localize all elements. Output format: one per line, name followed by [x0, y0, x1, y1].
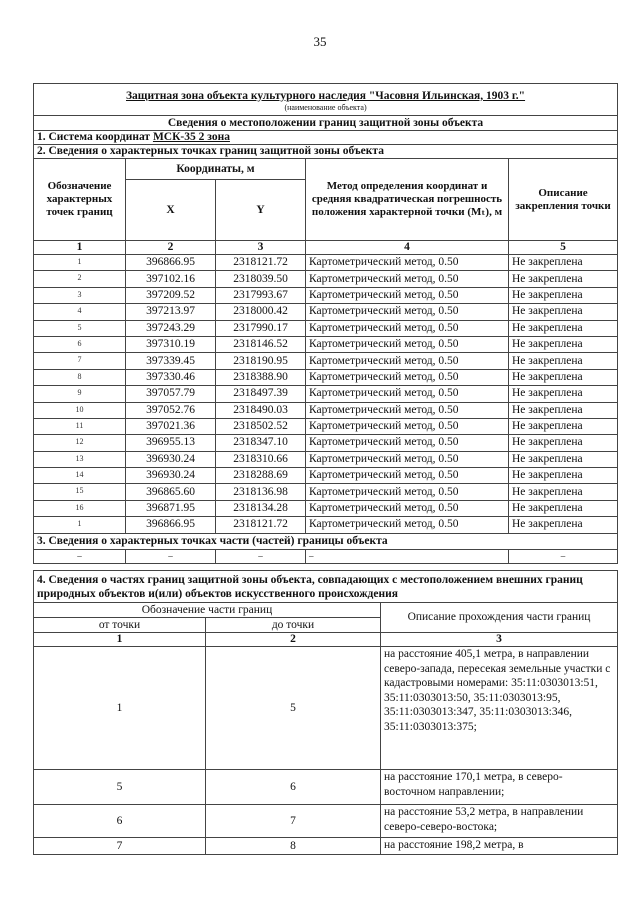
to-point: 7 — [206, 805, 381, 838]
header-to: до точки — [206, 618, 381, 633]
coord-x: 396866.95 — [126, 255, 216, 271]
method: Картометрический метод, 0.50 — [306, 386, 509, 402]
point-id: 9 — [34, 386, 126, 402]
coord-y: 2318490.03 — [216, 402, 306, 418]
coord-y: 2317990.17 — [216, 320, 306, 336]
section-1 — [34, 131, 618, 145]
to-point: 6 — [206, 770, 381, 805]
part-description: на расстояние 170,1 метра, в северо-восточном направлении; — [381, 770, 618, 805]
coord-y: 2318134.28 — [216, 500, 306, 516]
to-point: 8 — [206, 838, 381, 855]
coord-x: 397213.97 — [126, 304, 216, 320]
point-id: 7 — [34, 353, 126, 369]
column-number: 5 — [509, 241, 618, 255]
section-3: 3. Сведения о характерных точках части (частей) границы объекта — [34, 533, 618, 549]
column-number: 3 — [381, 633, 618, 647]
fixing: Не закреплена — [509, 320, 618, 336]
method: Картометрический метод, 0.50 — [306, 287, 509, 303]
fixing: Не закреплена — [509, 271, 618, 287]
coord-y: 2318121.72 — [216, 517, 306, 533]
coord-x: 397310.19 — [126, 336, 216, 352]
table-row — [34, 500, 618, 516]
subtitle: Сведения о местоположении границ защитной зоны объекта — [34, 116, 618, 131]
point-id: 2 — [34, 271, 126, 287]
header-designation-part: Обозначение части границ — [34, 603, 381, 618]
table-row — [34, 255, 618, 271]
coord-x: 396930.24 — [126, 451, 216, 467]
section-2: 2. Сведения о характерных точках границ защитной зоны объекта — [34, 145, 618, 159]
method: Картометрический метод, 0.50 — [306, 353, 509, 369]
fixing: Не закреплена — [509, 484, 618, 500]
fixing: Не закреплена — [509, 402, 618, 418]
header-coords: Координаты, м — [126, 159, 306, 180]
header-method: Метод определения координат и средняя квадратическая погрешность положения характерной точки (Mₜ), м — [306, 159, 509, 241]
parts-table — [33, 570, 618, 855]
column-number: 4 — [306, 241, 509, 255]
coord-y: 2318388.90 — [216, 369, 306, 385]
method: Картометрический метод, 0.50 — [306, 255, 509, 271]
table-row — [34, 386, 618, 402]
method: Картометрический метод, 0.50 — [306, 402, 509, 418]
from-point: 1 — [34, 647, 206, 770]
section-4: 4. Сведения о частях границ защитной зоны объекта, совпадающих с местоположением внешних границ природных объектов и(или) объектов искусственного происхождения — [34, 571, 618, 603]
table-row — [34, 336, 618, 352]
coord-x: 397209.52 — [126, 287, 216, 303]
column-number: 2 — [206, 633, 381, 647]
coord-y: 2318136.98 — [216, 484, 306, 500]
fixing: Не закреплена — [509, 287, 618, 303]
to-point: 5 — [206, 647, 381, 770]
dash-cell: – — [306, 549, 509, 563]
coord-x: 397021.36 — [126, 418, 216, 434]
table-row — [34, 287, 618, 303]
column-number: 3 — [216, 241, 306, 255]
fixing: Не закреплена — [509, 435, 618, 451]
point-id: 11 — [34, 418, 126, 434]
header-description: Описание прохождения части границ — [381, 603, 618, 633]
fixing: Не закреплена — [509, 517, 618, 533]
coord-x: 396955.13 — [126, 435, 216, 451]
method: Картометрический метод, 0.50 — [306, 435, 509, 451]
coord-y: 2318502.52 — [216, 418, 306, 434]
header-from: от точки — [34, 618, 206, 633]
object-title-caption: (наименование объекта) — [284, 102, 367, 112]
coord-y: 2318000.42 — [216, 304, 306, 320]
fixing: Не закреплена — [509, 500, 618, 516]
method: Картометрический метод, 0.50 — [306, 517, 509, 533]
header-designation: Обозначение характерных точек границ — [34, 159, 126, 241]
coord-x: 397330.46 — [126, 369, 216, 385]
fixing: Не закреплена — [509, 353, 618, 369]
column-number: 1 — [34, 633, 206, 647]
table-row — [34, 320, 618, 336]
coord-y: 2318347.10 — [216, 435, 306, 451]
dash-cell: – — [216, 549, 306, 563]
fixing: Не закреплена — [509, 451, 618, 467]
coord-y: 2318497.39 — [216, 386, 306, 402]
method: Картометрический метод, 0.50 — [306, 500, 509, 516]
point-id: 15 — [34, 484, 126, 500]
table-row — [34, 805, 618, 838]
table-row — [34, 451, 618, 467]
coord-y: 2318310.66 — [216, 451, 306, 467]
point-id: 13 — [34, 451, 126, 467]
table-row — [34, 517, 618, 533]
dash-cell: – — [126, 549, 216, 563]
coord-x: 397102.16 — [126, 271, 216, 287]
part-description: на расстояние 53,2 метра, в направлении северо-северо-востока; — [381, 805, 618, 838]
section-1-label: 1. Система координат — [37, 131, 153, 143]
method: Картометрический метод, 0.50 — [306, 369, 509, 385]
part-description: на расстояние 198,2 метра, в — [381, 838, 618, 855]
table-row — [34, 838, 618, 855]
point-id: 16 — [34, 500, 126, 516]
coord-x: 396930.24 — [126, 468, 216, 484]
fixing: Не закреплена — [509, 418, 618, 434]
fixing: Не закреплена — [509, 386, 618, 402]
from-point: 5 — [34, 770, 206, 805]
coord-x: 397243.29 — [126, 320, 216, 336]
coord-y: 2318288.69 — [216, 468, 306, 484]
header-y: Y — [216, 180, 306, 241]
point-id: 1 — [34, 517, 126, 533]
coord-y: 2318121.72 — [216, 255, 306, 271]
section-3-row — [34, 549, 618, 563]
fixing: Не закреплена — [509, 468, 618, 484]
fixing: Не закреплена — [509, 255, 618, 271]
header-x: X — [126, 180, 216, 241]
point-id: 6 — [34, 336, 126, 352]
table-row — [34, 402, 618, 418]
column-number: 2 — [126, 241, 216, 255]
table-row — [34, 369, 618, 385]
coord-x: 396865.60 — [126, 484, 216, 500]
table-row — [34, 435, 618, 451]
point-id: 10 — [34, 402, 126, 418]
method: Картометрический метод, 0.50 — [306, 336, 509, 352]
point-id: 8 — [34, 369, 126, 385]
point-id: 3 — [34, 287, 126, 303]
table-row — [34, 770, 618, 805]
column-number: 1 — [34, 241, 126, 255]
coord-y: 2318146.52 — [216, 336, 306, 352]
point-id: 14 — [34, 468, 126, 484]
fixing: Не закреплена — [509, 304, 618, 320]
object-title: Защитная зона объекта культурного наследия "Часовня Ильинская, 1903 г." — [125, 89, 526, 102]
page-number: 35 — [313, 34, 327, 49]
method: Картометрический метод, 0.50 — [306, 271, 509, 287]
table-row — [34, 484, 618, 500]
method: Картометрический метод, 0.50 — [306, 484, 509, 500]
coord-x: 396871.95 — [126, 500, 216, 516]
point-id: 1 — [34, 255, 126, 271]
from-point: 6 — [34, 805, 206, 838]
method: Картометрический метод, 0.50 — [306, 320, 509, 336]
point-id: 12 — [34, 435, 126, 451]
coord-x: 397052.76 — [126, 402, 216, 418]
coord-x: 396866.95 — [126, 517, 216, 533]
part-description: на расстояние 405,1 метра, в направлении северо-запада, пересекая земельные участки с кадастровыми номерами: 35:11:0303013:51, 35:11:0303013:50, 35:11:0303013:95, 35:11:0303013:347, 35:11:0303013:346, 35:11:0303013:375; — [381, 647, 618, 770]
table-row — [34, 353, 618, 369]
points-table — [33, 83, 618, 564]
table-row — [34, 304, 618, 320]
table-row — [34, 647, 618, 770]
dash-cell: – — [34, 549, 126, 563]
fixing: Не закреплена — [509, 336, 618, 352]
header-fixing: Описание закрепления точки — [509, 159, 618, 241]
dash-cell: – — [509, 549, 618, 563]
coord-x: 397057.79 — [126, 386, 216, 402]
method: Картометрический метод, 0.50 — [306, 451, 509, 467]
table-row — [34, 271, 618, 287]
coord-y: 2317993.67 — [216, 287, 306, 303]
fixing: Не закреплена — [509, 369, 618, 385]
coord-x: 397339.45 — [126, 353, 216, 369]
coord-y: 2318190.95 — [216, 353, 306, 369]
table-row — [34, 468, 618, 484]
point-id: 4 — [34, 304, 126, 320]
method: Картометрический метод, 0.50 — [306, 304, 509, 320]
method: Картометрический метод, 0.50 — [306, 418, 509, 434]
coord-y: 2318039.50 — [216, 271, 306, 287]
table-row — [34, 418, 618, 434]
from-point: 7 — [34, 838, 206, 855]
method: Картометрический метод, 0.50 — [306, 468, 509, 484]
point-id: 5 — [34, 320, 126, 336]
coordinate-system: МСК-35 2 зона — [152, 131, 230, 143]
